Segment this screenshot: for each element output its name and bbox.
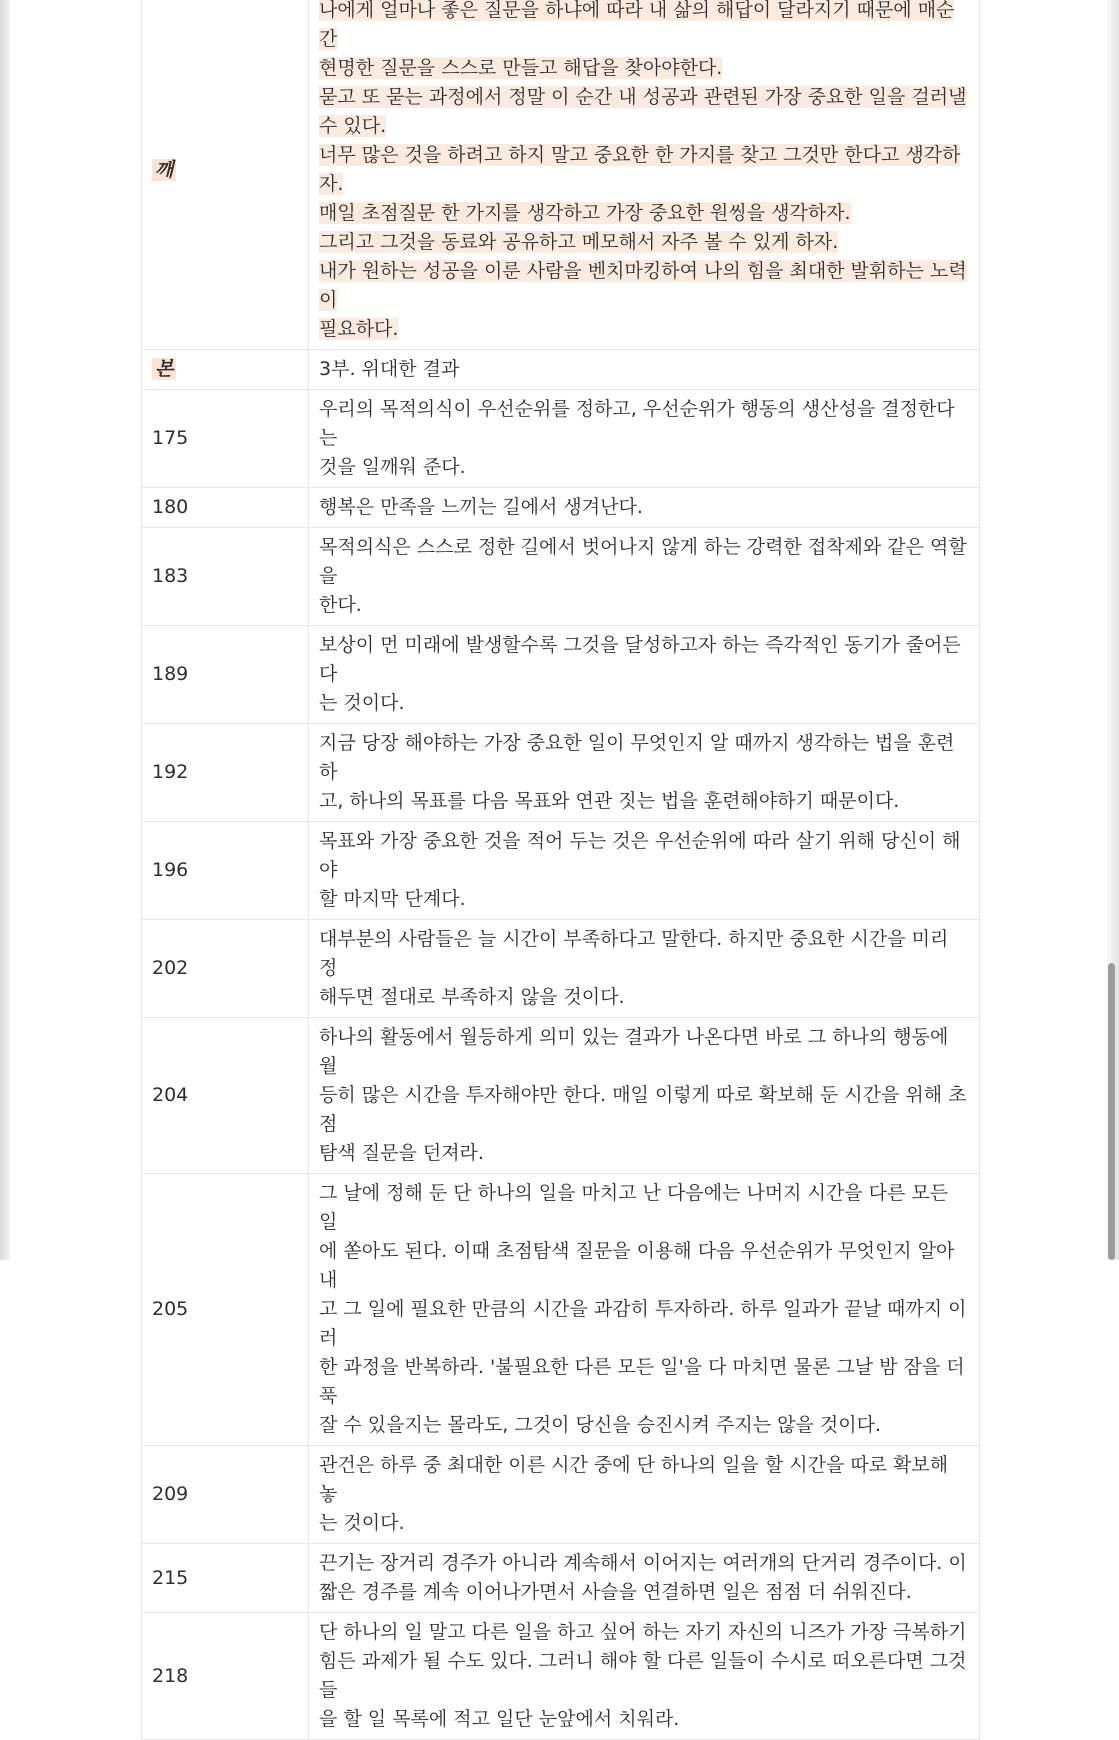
quote-line: 에 쏟아도 된다. 이때 초점탐색 질문을 이용해 다음 우선순위가 무엇인지 알아내 — [319, 1240, 955, 1291]
table-row — [142, 626, 980, 724]
quote-line: 목표와 가장 중요한 것을 적어 두는 것은 우선순위에 따라 살기 위해 당신이 해야 — [319, 830, 961, 881]
quote-line: 하나의 활동에서 월등하게 의미 있는 결과가 나온다면 바로 그 하나의 행동에 월 — [319, 1026, 949, 1077]
page-number-cell — [142, 1174, 309, 1446]
quote-line: 등히 많은 시간을 투자해야만 한다. 매일 이렇게 따로 확보해 둔 시간을 위해 초점 — [319, 1084, 967, 1135]
page-number-cell — [142, 1544, 309, 1613]
page-number-cell — [142, 626, 309, 724]
quote-line: 한다. — [319, 594, 362, 616]
highlighted-line: 현명한 질문을 스스로 만들고 해답을 찾아야한다. — [319, 57, 723, 79]
quote-cell[interactable] — [309, 390, 980, 488]
page-number: 205 — [152, 1298, 189, 1320]
page-number: 202 — [152, 957, 189, 979]
table-row — [142, 488, 980, 528]
table-row — [142, 822, 980, 920]
quote-line: 한 과정을 반복하라. '불필요한 다른 모든 일'을 다 마치면 물론 그날 밤 잠을 더 푹 — [319, 1356, 965, 1407]
quote-line: 그 날에 정해 둔 단 하나의 일을 마치고 난 다음에는 나머지 시간을 다른 모든 일 — [319, 1182, 949, 1233]
table-row — [142, 1613, 980, 1740]
page-number-cell — [142, 724, 309, 822]
quote-line: 끈기는 장거리 경주가 아니라 계속해서 이어지는 여러개의 단거리 경주이다. 이 — [319, 1552, 967, 1574]
quote-line: 해두면 절대로 부족하지 않을 것이다. — [319, 986, 625, 1008]
row-key-label: 깨 — [152, 159, 176, 181]
quote-cell[interactable] — [309, 1544, 980, 1613]
table-row — [142, 1018, 980, 1174]
highlighted-line: 수 있다. — [319, 115, 387, 137]
page-number-cell — [142, 488, 309, 528]
page-number: 180 — [152, 496, 189, 518]
row-key-cell — [142, 0, 309, 350]
quote-line: 대부분의 사람들은 늘 시간이 부족하다고 말한다. 하지만 중요한 시간을 미리 정 — [319, 928, 949, 979]
page-number-cell — [142, 1446, 309, 1544]
quote-line: 할 마지막 단계다. — [319, 888, 466, 910]
quote-cell[interactable] — [309, 724, 980, 822]
quote-line: 탐색 질문을 던져라. — [319, 1142, 484, 1164]
scrollbar-thumb[interactable] — [1108, 963, 1115, 1260]
notes-table — [141, 0, 980, 1740]
page-number: 209 — [152, 1483, 189, 1505]
page-number-cell — [142, 390, 309, 488]
page-number: 189 — [152, 663, 189, 685]
quote-cell[interactable] — [309, 822, 980, 920]
page-number: 218 — [152, 1664, 189, 1687]
table-row — [142, 1544, 980, 1613]
quote-cell[interactable] — [309, 1174, 980, 1446]
quote-line: 고, 하나의 목표를 다음 목표와 연관 짓는 법을 훈련해야하기 때문이다. — [319, 790, 900, 812]
quote-line: 것을 일깨워 준다. — [319, 456, 466, 478]
page-edge-left — [0, 0, 10, 1260]
highlighted-line: 묻고 또 묻는 과정에서 정말 이 순간 내 성공과 관련된 가장 중요한 일을 걸러낼 — [319, 86, 967, 108]
highlighted-line: 그리고 그것을 동료와 공유하고 메모해서 자주 볼 수 있게 하자. — [319, 231, 839, 253]
highlighted-line: 매일 초점질문 한 가지를 생각하고 가장 중요한 원씽을 생각하자. — [319, 202, 851, 224]
quote-line: 잘 수 있을지는 몰라도, 그것이 당신을 승진시켜 주지는 않을 것이다. — [319, 1414, 881, 1436]
highlighted-line: 너무 많은 것을 하려고 하지 말고 중요한 한 가지를 찾고 그것만 한다고 생각하자. — [319, 144, 961, 195]
page-number-cell — [142, 920, 309, 1018]
page-number-cell — [142, 1018, 309, 1174]
quote-cell[interactable] — [309, 488, 980, 528]
quote-line: 관건은 하루 중 최대한 이른 시간 중에 단 하나의 일을 할 시간을 따로 확보해 놓 — [319, 1454, 949, 1505]
quote-cell[interactable] — [309, 1018, 980, 1174]
table-row-kkae — [142, 0, 980, 350]
quote-line: 우리의 목적의식이 우선순위를 정하고, 우선순위가 행동의 생산성을 결정한다는 — [319, 398, 955, 449]
table-row-bon — [142, 350, 980, 390]
quote-line: 보상이 먼 미래에 발생할수록 그것을 달성하고자 하는 즉각적인 동기가 줄어든다 — [319, 634, 961, 685]
page-number-cell — [142, 822, 309, 920]
page-number-cell — [142, 1613, 309, 1740]
quote-line: 행복은 만족을 느끼는 길에서 생겨난다. — [319, 496, 643, 518]
table-row — [142, 1446, 980, 1544]
highlighted-line: 필요하다. — [319, 318, 399, 340]
table-row — [142, 1174, 980, 1446]
quote-line: 고 그 일에 필요한 만큼의 시간을 과감히 투자하라. 하루 일과가 끝날 때까지 이러 — [319, 1298, 967, 1349]
table-row — [142, 390, 980, 488]
section-heading: 3부. 위대한 결과 — [319, 358, 460, 380]
quote-cell[interactable] — [309, 1613, 980, 1740]
quote-line: 을 할 일 목록에 적고 일단 눈앞에서 치워라. — [319, 1708, 680, 1730]
row-key-label: 본 — [152, 358, 176, 380]
quote-line: 단 하나의 일 말고 다른 일을 하고 싶어 하는 자기 자신의 니즈가 가장 극복하기 — [319, 1621, 967, 1643]
quote-cell[interactable] — [309, 920, 980, 1018]
quote-line: 는 것이다. — [319, 1512, 405, 1534]
quote-line: 힘든 과제가 될 수도 있다. 그러니 해야 할 다른 일들이 수시로 떠오른다면 그것들 — [319, 1650, 967, 1701]
quote-line: 짧은 경주를 계속 이어나가면서 사슬을 연결하면 일은 점점 더 쉬워진다. — [319, 1581, 912, 1603]
highlighted-line: 나에게 얼마나 좋은 질문을 하냐에 따라 내 삶의 해답이 달라지기 때문에 매순간 — [319, 0, 955, 50]
table-row — [142, 724, 980, 822]
quote-line: 는 것이다. — [319, 692, 405, 714]
quote-cell[interactable] — [309, 528, 980, 626]
table-row — [142, 920, 980, 1018]
page-number: 183 — [152, 565, 189, 587]
row-value-cell[interactable] — [309, 350, 980, 390]
page-number: 204 — [152, 1084, 189, 1106]
row-value-cell[interactable] — [309, 0, 980, 350]
table-row — [142, 528, 980, 626]
page-number: 175 — [152, 427, 189, 449]
page-number: 215 — [152, 1566, 189, 1589]
page-number: 196 — [152, 859, 189, 881]
quote-cell[interactable] — [309, 626, 980, 724]
quote-line: 지금 당장 해야하는 가장 중요한 일이 무엇인지 알 때까지 생각하는 법을 훈련하 — [319, 732, 955, 783]
highlighted-line: 내가 원하는 성공을 이룬 사람을 벤치마킹하여 나의 힘을 최대한 발휘하는 노력이 — [319, 260, 967, 311]
page-number-cell — [142, 528, 309, 626]
quote-line: 목적의식은 스스로 정한 길에서 벗어나지 않게 하는 강력한 접착제와 같은 역할을 — [319, 536, 967, 587]
row-key-cell — [142, 350, 309, 390]
page-number: 192 — [152, 761, 189, 783]
quote-cell[interactable] — [309, 1446, 980, 1544]
